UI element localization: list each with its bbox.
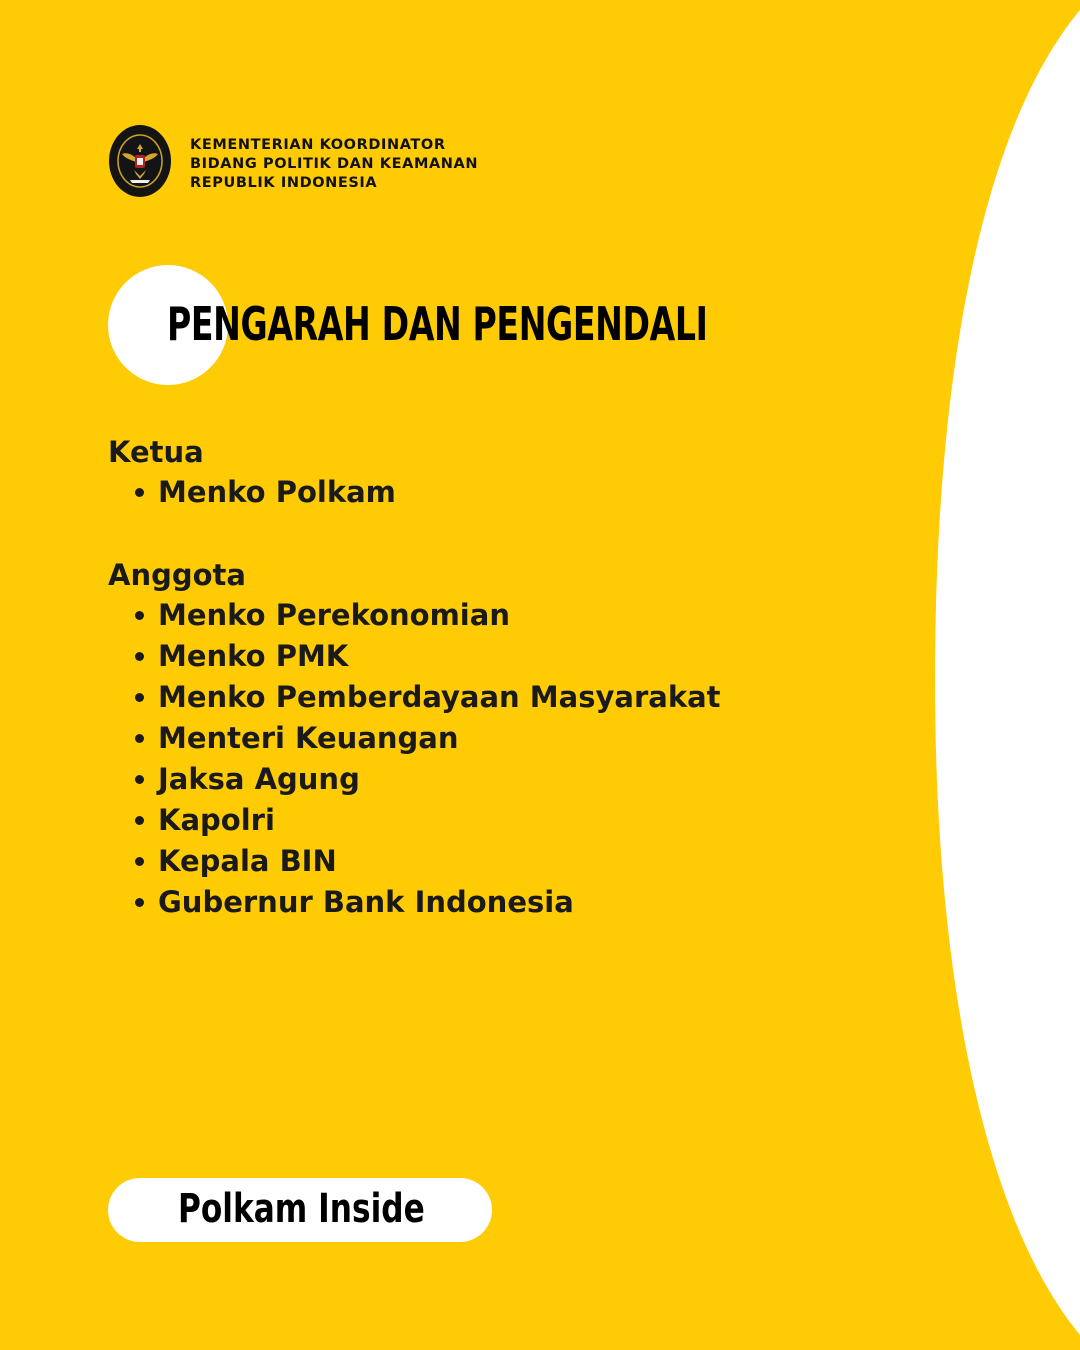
- list-item-label: Kepala BIN: [158, 844, 337, 878]
- org-name-line: BIDANG POLITIK DAN KEAMANAN: [190, 156, 479, 172]
- list-item: [108, 800, 868, 841]
- bullet-icon: [135, 652, 144, 661]
- list-item: [108, 636, 868, 677]
- bullet-icon: [135, 898, 144, 907]
- list-item-label: Menko Polkam: [158, 475, 396, 509]
- bullet-icon: [135, 693, 144, 702]
- bullet-icon: [135, 775, 144, 784]
- section-title: PENGARAH DAN PENGENDALI: [167, 297, 708, 351]
- bullet-icon: [135, 816, 144, 825]
- org-name-line: KEMENTERIAN KOORDINATOR: [190, 137, 446, 153]
- list-item-label: Menko Perekonomian: [158, 598, 510, 632]
- group-items: [108, 472, 868, 513]
- list-item: [108, 472, 868, 513]
- group-anggota: [108, 555, 868, 923]
- member-list: [108, 432, 868, 923]
- list-item-label: Gubernur Bank Indonesia: [158, 885, 574, 919]
- group-heading: Anggota: [108, 558, 246, 592]
- org-name-line: REPUBLIK INDONESIA: [190, 175, 378, 191]
- bullet-icon: [135, 734, 144, 743]
- group-heading: Ketua: [108, 435, 204, 469]
- list-item-label: Menko Pemberdayaan Masyarakat: [158, 680, 721, 714]
- group-items: [108, 595, 868, 923]
- list-item-label: Menteri Keuangan: [158, 721, 459, 755]
- list-item-label: Jaksa Agung: [158, 762, 360, 796]
- footer-brand-label: Polkam Inside: [178, 1186, 425, 1232]
- list-item: [108, 595, 868, 636]
- list-item-label: Menko PMK: [158, 639, 349, 673]
- list-item: [108, 882, 868, 923]
- bullet-icon: [135, 857, 144, 866]
- kemenko-polkam-emblem-icon: [108, 124, 172, 198]
- list-item: [108, 718, 868, 759]
- organization-name: [190, 136, 478, 193]
- bullet-icon: [135, 488, 144, 497]
- group-ketua: [108, 432, 868, 513]
- list-item: [108, 677, 868, 718]
- bullet-icon: [135, 611, 144, 620]
- list-item: [108, 759, 868, 800]
- list-item-label: Kapolri: [158, 803, 275, 837]
- list-item: [108, 841, 868, 882]
